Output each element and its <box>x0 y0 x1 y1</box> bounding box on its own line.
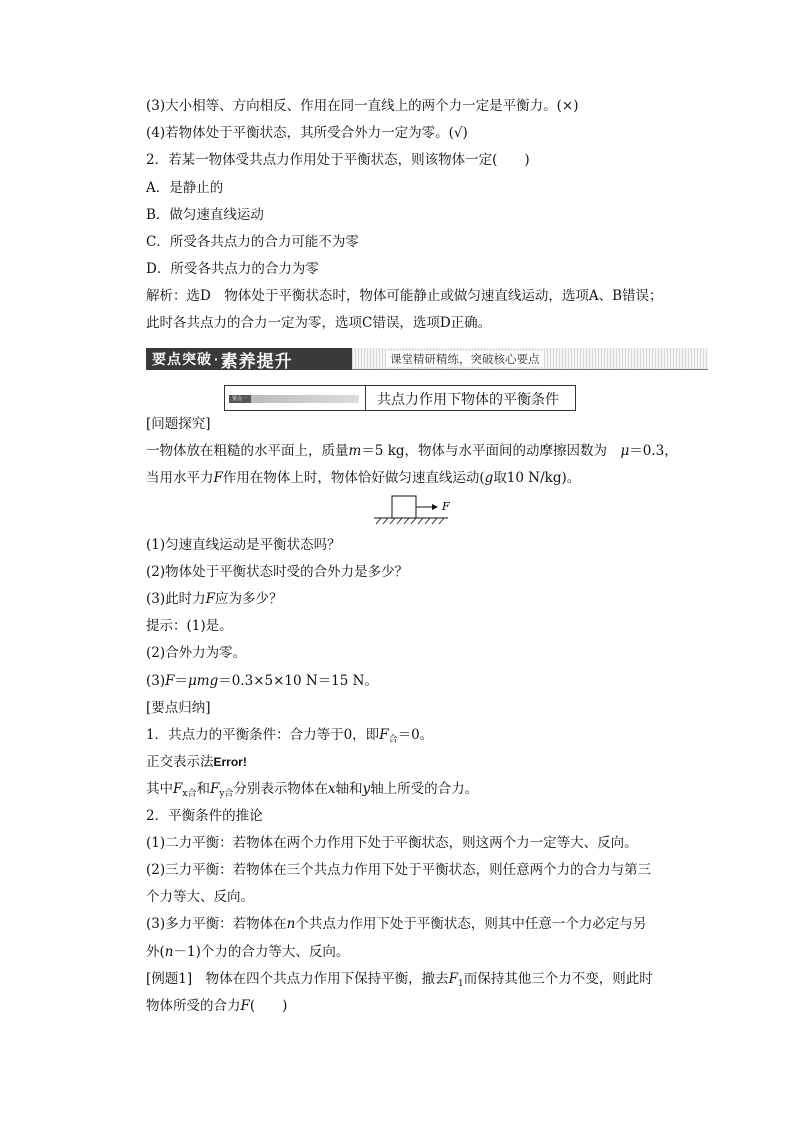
problem-text-1: 一物体放在粗糙的水平面上，质量m＝5 kg，物体与水平面间的动摩擦因数为 μ＝0.3， <box>146 443 678 459</box>
section-title: 共点力作用下物体的平衡条件 <box>377 392 559 408</box>
option-c: C．所受各共点力的合力可能不为零 <box>146 234 359 250</box>
summary-point-2: 2．平衡条件的推论 <box>146 808 263 824</box>
example-line-2: 物体所受的合力F( ) <box>146 998 288 1014</box>
analysis-line-1: 解析：选D 物体处于平衡状态时，物体可能静止或做匀速直线运动，选项A、B错误； <box>146 288 663 304</box>
block-on-surface-figure <box>372 494 462 526</box>
summary-three-force-1: (2)三力平衡：若物体在三个共点力作用下处于平衡状态，则任意两个力的合力与第三 <box>146 862 652 878</box>
summary-orthogonal: 正交表示法Error! <box>146 754 247 770</box>
summary-point-1: 1．共点力的平衡条件：合力等于0，即$F_合=0$。 <box>146 727 434 745</box>
section-divider <box>365 386 366 410</box>
question-2-sub: (2)物体处于平衡状态时受的合外力是多少？ <box>146 564 409 580</box>
error-text: Error! <box>213 755 247 769</box>
banner-title: 要点突破 · 素养提升 <box>146 348 352 370</box>
ground-hatch <box>376 518 444 524</box>
option-d: D．所受各共点力的合力为零 <box>146 261 319 277</box>
summary-three-force-2: 个力等大、反向。 <box>146 889 254 905</box>
section-banner <box>146 348 708 370</box>
question-2: 2．若某一物体受共点力作用处于平衡状态，则该物体一定( ) <box>146 152 530 168</box>
question-3: (3)此时力F应为多少？ <box>146 591 283 607</box>
option-b: B．做匀速直线运动 <box>146 207 264 223</box>
block <box>392 496 416 518</box>
example-line-1: [例题1] 物体在四个共点力作用下保持平衡，撤去$F_1$而保持其他三个力不变，则此时 <box>146 971 653 989</box>
hint-3: (3)F＝μmg＝0.3×5×10 N＝15 N。 <box>146 673 378 689</box>
banner-rule <box>352 369 708 370</box>
line-4: (4)若物体处于平衡状态，其所受合外力一定为零。(√) <box>146 125 468 141</box>
hint-2: (2)合外力为零。 <box>146 645 247 661</box>
summary-multi-force-2: 外(n－1)个力的合力等大、反向。 <box>146 944 350 960</box>
force-arrow-head <box>432 504 438 510</box>
summary-two-force: (1)二力平衡：若物体在两个力作用下处于平衡状态，则这两个力一定等大、反向。 <box>146 835 638 851</box>
banner-subtitle: 课堂精研精练，突破核心要点 <box>386 351 544 367</box>
analysis-line-2: 此时各共点力的合力一定为零，选项C错误，选项D正确。 <box>146 315 492 331</box>
problem-text-2: 当用水平力F作用在物体上时，物体恰好做匀速直线运动(g取10 N/kg)。 <box>146 470 581 486</box>
summary-multi-force-1: (3)多力平衡：若物体在n个共点力作用下处于平衡状态，则其中任意一个力必定与另 <box>146 916 647 932</box>
problem-heading: [问题探究] <box>146 416 211 432</box>
summary-heading: [要点归纳] <box>146 700 211 716</box>
section-heading-box <box>224 385 576 411</box>
section-tag: 要点一 <box>229 395 359 403</box>
option-a: A．是静止的 <box>146 180 224 196</box>
line-3: (3)大小相等、方向相反、作用在同一直线上的两个力一定是平衡力。(×) <box>146 98 579 114</box>
force-label: F <box>442 500 450 513</box>
hint-1: 提示：(1)是。 <box>146 618 233 634</box>
question-1: (1)匀速直线运动是平衡状态吗？ <box>146 537 341 553</box>
summary-where: 其中$F_{x合}$和$F_{y合}$分别表示物体在x轴和y轴上所受的合力。 <box>146 781 479 799</box>
